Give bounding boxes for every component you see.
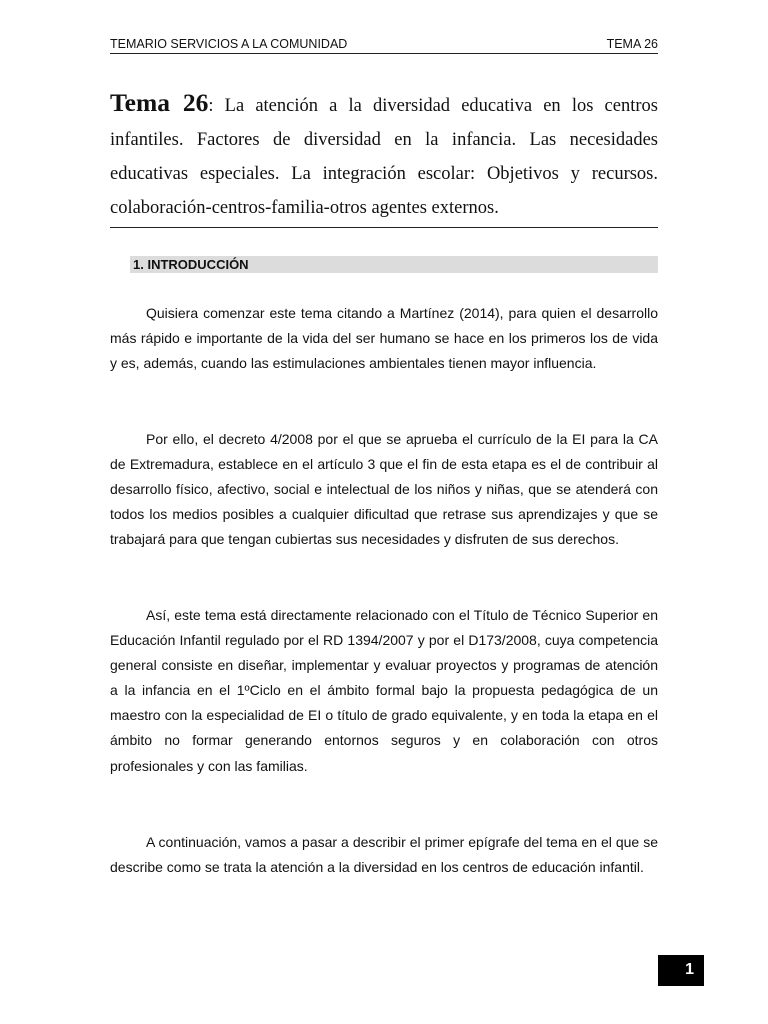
page-header [110,37,658,54]
header-right-text: TEMA 26 [606,37,658,51]
title-prefix: Tema 26 [110,88,209,117]
section-heading [130,256,658,273]
page-number: 1 [685,961,694,978]
paragraph-2: Por ello, el decreto 4/2008 por el que se aprueba el currículo de la EI para la CA de Extremadura, establece en el artículo 3 que el fin de esta etapa es el de contribuir al desarrollo físico, afectivo, social e intelectual de los niños y niñas, que se atenderá con todos los medios posibles a cualquier dificultad que retrase sus aprendizajes y que se trabajará para que tengan cubiertas sus necesidades y disfruten de sus derechos. [110,431,658,548]
section-number: 1. [133,257,144,272]
page-number-box [658,955,704,986]
paragraph-4: A continuación, vamos a pasar a describir el primer epígrafe del tema en el que se describe como se trata la atención a la diversidad en los centros de educación infantil. [110,834,658,876]
header-left-text: TEMARIO SERVICIOS A LA COMUNIDAD [110,37,348,51]
title-text: : La atención a la diversidad educativa en los centros infantiles. Factores de diversidad en la infancia. Las necesidades educativas especiales. La integración escolar: Objetivos y recursos. colaboración-centros-familia-otros agentes externos. [110,96,658,218]
paragraph-3: Así, este tema está directamente relacionado con el Título de Técnico Superior en Educación Infantil regulado por el RD 1394/2007 y por el D173/2008, cuya competencia general consiste en diseñar, implementar y evaluar proyectos y programas de atención a la infancia en el 1ºCiclo en el ámbito formal bajo la propuesta pedagógica de un maestro con la especialidad de EI o título de grado equivalente, y en toda la etapa en el ámbito no formar generando entornos seguros y en colaboración con otros profesionales y con las familias. [110,607,658,774]
paragraph-1: Quisiera comenzar este tema citando a Martínez (2014), para quien el desarrollo más rápido e importante de la vida del ser humano se hace en los primeros los de vida y es, además, cuando las estimulaciones ambientales tienen mayor influencia. [110,305,658,372]
document-title [110,86,658,228]
section-title: INTRODUCCIÓN [147,257,249,272]
